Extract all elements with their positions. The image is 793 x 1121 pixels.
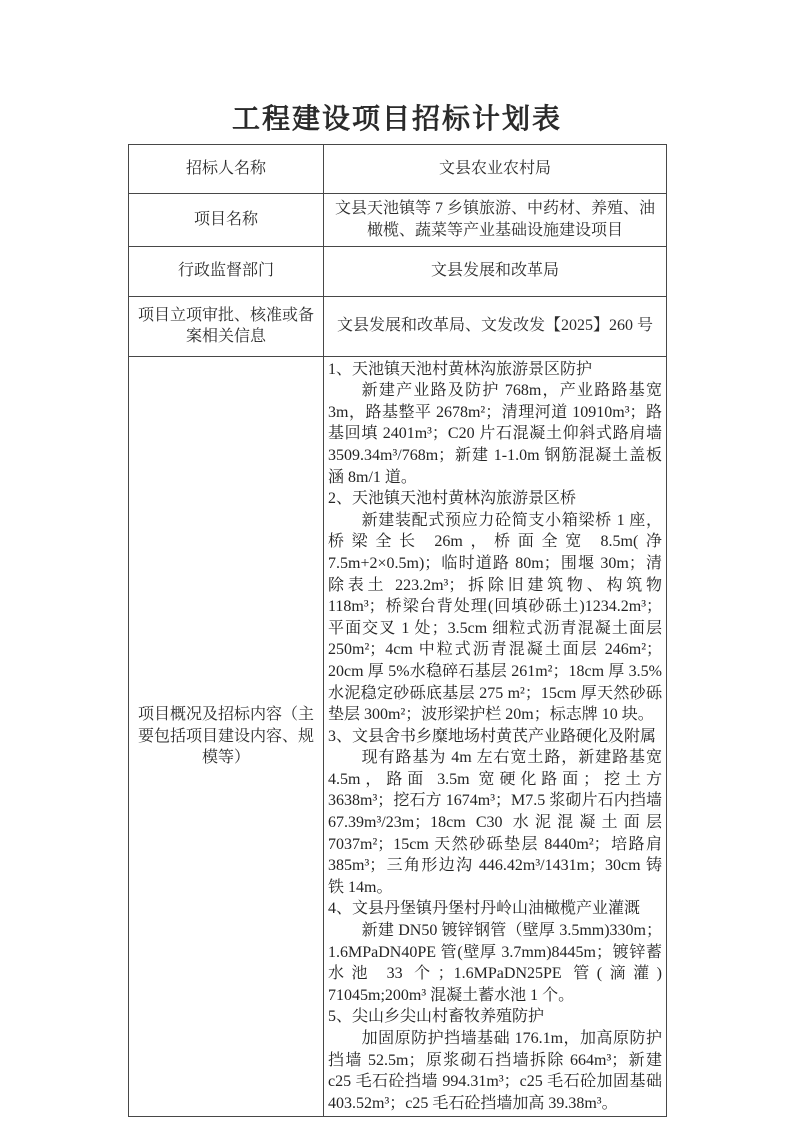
bidding-plan-table bbox=[128, 144, 667, 1118]
supervising-dept-value: 文县发展和改革局 bbox=[324, 246, 667, 296]
approval-info-label: 项目立项审批、核准或备案相关信息 bbox=[129, 296, 324, 356]
section-4-heading: 4、文县丹堡镇丹堡村丹岭山油橄榄产业灌溉 bbox=[328, 900, 641, 918]
project-overview-content bbox=[324, 356, 667, 1117]
document-sheet bbox=[128, 0, 666, 1117]
overview-section-5 bbox=[328, 1006, 662, 1114]
approval-info-value: 文县发展和改革局、文发改发【2025】260 号 bbox=[324, 296, 667, 356]
section-1-heading: 1、天池镇天池村黄林沟旅游景区防护 bbox=[328, 360, 593, 378]
table-row-supervising-dept bbox=[129, 246, 667, 296]
section-2-body: 新建装配式预应力砼简支小箱梁桥 1 座，桥梁全长 26m，桥面全宽 8.5m(净 7.5m+2×0.5m)；临时道路 80m；围堰 30m；清除表土 223.2m³；拆除旧建筑物、构筑物 118m³；桥梁台背处理(回填砂砾土)1234.2m³；平面交叉 1 处；3.5cm 细粒式沥青混凝土面层 250m²；4cm 中粒式沥青混凝土面层 246m²；20cm 厚 5%水稳碎石基层 261m²；18cm 厚 3.5%水泥稳定砂砾底基层 275 m²；15cm 厚天然砂砾垫层 300m²；波形梁护栏 20m；标志牌 10 块。 bbox=[328, 511, 662, 724]
project-overview-label: 项目概况及招标内容（主要包括项目建设内容、规模等） bbox=[129, 356, 324, 1117]
table-row-approval-info bbox=[129, 296, 667, 356]
bidder-name-value: 文县农业农村局 bbox=[324, 144, 667, 193]
overview-section-3 bbox=[328, 726, 662, 899]
section-3-heading: 3、文县舍书乡糜地场村黄芪产业路硬化及附属 bbox=[328, 727, 657, 745]
table-row-project-name bbox=[129, 193, 667, 246]
page-title: 工程建设项目招标计划表 bbox=[231, 104, 562, 135]
overview-section-1 bbox=[328, 359, 662, 489]
section-4-body: 新建 DN50 镀锌钢管（壁厚 3.5mm)330m；1.6MPaDN40PE 管(壁厚 3.7mm)8445m；镀锌蓄水池 33 个；1.6MPaDN25PE 管(滴灌) 71045m;200m³ 混凝土蓄水池 1 个。 bbox=[328, 922, 662, 1004]
overview-section-2 bbox=[328, 488, 662, 726]
overview-section-4 bbox=[328, 898, 662, 1006]
section-2-heading: 2、天池镇天池村黄林沟旅游景区桥 bbox=[328, 490, 577, 508]
table-row-project-overview bbox=[129, 356, 667, 1117]
section-3-body: 现有路基为 4m 左右宽土路，新建路基宽 4.5m，路面 3.5m 宽硬化路面；挖土方 3638m³；挖石方 1674m³；M7.5 浆砌片石内挡墙 67.39m³/23m；18cm C30 水泥混凝土面层 7037m²；15cm 天然砂砾垫层 8440m²；培路肩 385m³；三角形边沟 446.42m³/1431m；30cm 铸铁 14m。 bbox=[328, 749, 662, 896]
table-row-bidder bbox=[129, 144, 667, 193]
supervising-dept-label: 行政监督部门 bbox=[129, 246, 324, 296]
bidder-name-label: 招标人名称 bbox=[129, 144, 324, 193]
section-5-heading: 5、尖山乡尖山村畜牧养殖防护 bbox=[328, 1008, 545, 1026]
section-5-body: 加固原防护挡墙基础 176.1m，加高原防护挡墙 52.5m；原浆砌石挡墙拆除 664m³；新建 c25 毛石砼挡墙 994.31m³；c25 毛石砼加固基础 403.52m³；c25 毛石砼挡墙加高 39.38m³。 bbox=[328, 1030, 662, 1112]
project-name-label: 项目名称 bbox=[129, 193, 324, 246]
project-name-value: 文县天池镇等 7 乡镇旅游、中药材、养殖、油橄榄、蔬菜等产业基础设施建设项目 bbox=[324, 193, 667, 246]
section-1-body: 新建产业路及防护 768m，产业路路基宽 3m，路基整平 2678m²；清理河道 10910m³；路基回填 2401m³；C20 片石混凝土仰斜式路肩墙 3509.34m³/768m；新建 1-1.0m 钢筋混凝土盖板涵 8m/1 道。 bbox=[328, 382, 662, 486]
